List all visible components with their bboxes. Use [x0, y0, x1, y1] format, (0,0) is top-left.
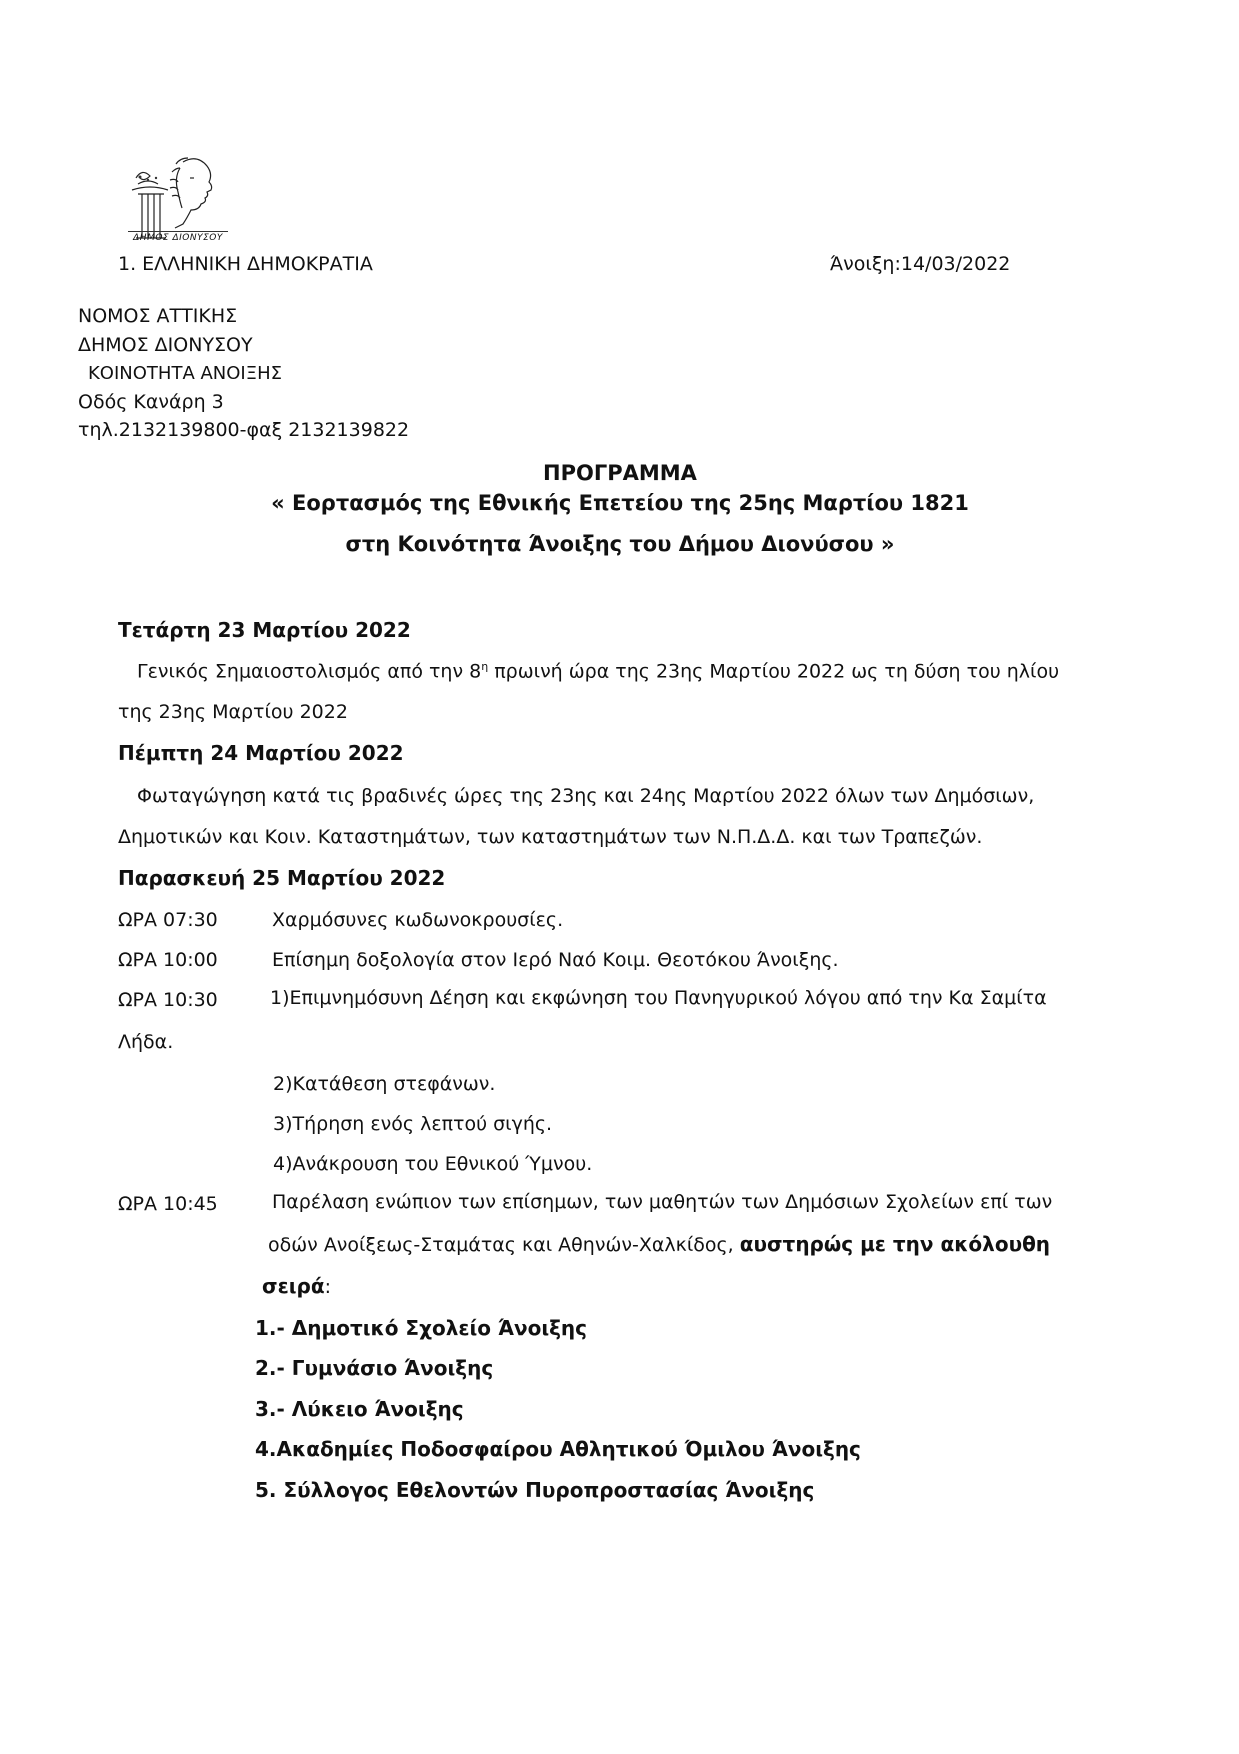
- parade-order-item: 5. Σύλλογος Εθελοντών Πυροπροστασίας Άνοιξης: [255, 1478, 815, 1502]
- republic-heading: 1. ΕΛΛΗΝΙΚΗ ΔΗΜΟΚΡΑΤΙΑ: [118, 253, 373, 275]
- program-subtitle-line1: « Εορτασμός της Εθνικής Επετείου της 25ης Μαρτίου 1821: [271, 491, 969, 515]
- ceremony-sub-item: 2)Κατάθεση στεφάνων.: [273, 1073, 496, 1095]
- program-title: ΠΡΟΓΡΑΜΜΑ: [543, 461, 697, 485]
- thursday-text-line2: Δημοτικών και Κοιν. Καταστημάτων, των καταστημάτων των Ν.Π.Δ.Δ. και των Τραπεζών.: [118, 826, 983, 848]
- wednesday-text-line2: της 23ης Μαρτίου 2022: [118, 701, 348, 723]
- schedule-text: 1)Επιμνημόσυνη Δέηση και εκφώνηση του Πανηγυρικού λόγου από την Κα Σαμίτα: [270, 987, 1047, 1009]
- parade-text-line3: σειρά:: [262, 1274, 331, 1298]
- ceremony-sub-item: 3)Τήρηση ενός λεπτού σιγής.: [273, 1113, 553, 1135]
- day-heading-friday: Παρασκευή 25 Μαρτίου 2022: [118, 866, 446, 890]
- phone-fax: τηλ.2132139800-φαξ 2132139822: [78, 419, 410, 441]
- schedule-time: ΩΡΑ 07:30: [118, 909, 218, 931]
- parade-text-line1: Παρέλαση ενώπιον των επίσημων, των μαθητών των Δημόσιων Σχολείων επί των: [272, 1191, 1053, 1213]
- schedule-continuation: Λήδα.: [118, 1031, 174, 1053]
- wednesday-text-line1: Γενικός Σημαιοστολισμός από την $8^\eta$ πρωινή ώρα της 23ης Μαρτίου 2022 ως τη δύση του ηλίου: [137, 660, 1060, 683]
- street-address: Οδός Κανάρη 3: [78, 391, 224, 413]
- logo-caption: ΔΗΜΟΣ ΔΙΟΝΥΣΟΥ: [128, 231, 228, 243]
- schedule-time: ΩΡΑ 10:45: [118, 1193, 218, 1215]
- day-heading-wednesday: Τετάρτη 23 Μαρτίου 2022: [118, 618, 411, 642]
- schedule-time: ΩΡΑ 10:30: [118, 989, 218, 1011]
- parade-order-item: 3.- Λύκειο Άνοιξης: [255, 1397, 464, 1421]
- day-heading-thursday: Πέμπτη 24 Μαρτίου 2022: [118, 741, 404, 765]
- document-date: Άνοιξη:14/03/2022: [830, 253, 1011, 275]
- prefecture: ΝΟΜΟΣ ΑΤΤΙΚΗΣ: [78, 305, 238, 327]
- schedule-text: Επίσημη δοξολογία στον Ιερό Ναό Κοιμ. Θεοτόκου Άνοιξης.: [272, 949, 839, 971]
- parade-order-item: 4.Ακαδημίες Ποδοσφαίρου Αθλητικού Όμιλου Άνοιξης: [255, 1437, 861, 1461]
- schedule-text: Χαρμόσυνες κωδωνοκρουσίες.: [272, 909, 564, 931]
- community: ΚΟΙΝΟΤΗΤΑ ΑΝΟΙΞΗΣ: [88, 363, 283, 384]
- schedule-time: ΩΡΑ 10:00: [118, 949, 218, 971]
- program-subtitle-line2: στη Κοινότητα Άνοιξης του Δήμου Διονύσου »: [345, 532, 895, 556]
- thursday-text-line1: Φωταγώγηση κατά τις βραδινές ώρες της 23ης και 24ης Μαρτίου 2022 όλων των Δημόσιων,: [137, 785, 1035, 807]
- parade-order-item: 1.- Δημοτικό Σχολείο Άνοιξης: [255, 1316, 588, 1340]
- municipality: ΔΗΜΟΣ ΔΙΟΝΥΣΟΥ: [78, 334, 253, 356]
- parade-text-line2: οδών Ανοίξεως-Σταμάτας και Αθηνών-Χαλκίδος, αυστηρώς με την ακόλουθη: [268, 1232, 1051, 1256]
- ceremony-sub-item: 4)Ανάκρουση του Εθνικού Ύμνου.: [273, 1153, 593, 1175]
- parade-order-item: 2.- Γυμνάσιο Άνοιξης: [255, 1356, 494, 1380]
